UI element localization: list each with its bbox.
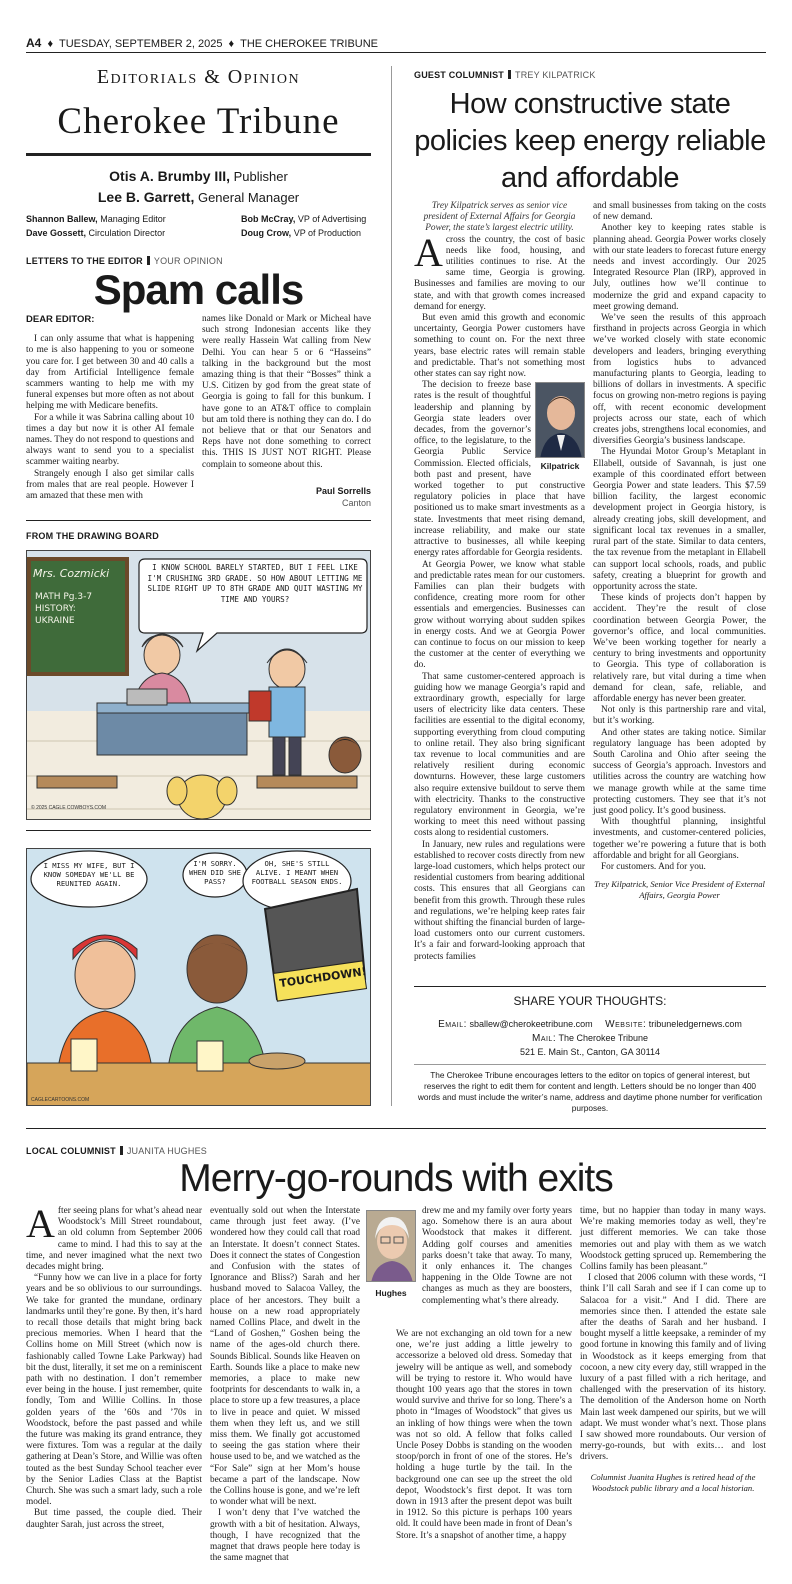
gm-title: General Manager <box>197 190 300 205</box>
guest-paragraph: and small businesses from taking on the costs of new demand. <box>593 201 766 223</box>
staff-title: VP of Production <box>293 228 362 238</box>
gm-line <box>26 189 371 205</box>
publisher-name: Otis A. Brumby III, <box>109 168 230 184</box>
cartoon-speech-bubble: I MISS MY WIFE, BUT I KNOW SOMEDAY WE'LL BE REUNITED AGAIN. <box>43 861 135 888</box>
guest-photo-wrap <box>535 382 585 472</box>
staff-title: Circulation Director <box>88 228 166 238</box>
page-number: A4 <box>26 36 42 50</box>
website-label: Website: <box>605 1019 647 1030</box>
guest-paragraph: For customers. And for you. <box>601 861 706 872</box>
cartoon-divider <box>26 830 371 831</box>
guest-paragraph: Another key to keeping rates stable is planning ahead. Georgia Power works closely with our state leaders to forecast future energy needs and invest accordingly. Our 2025 Integrated Resource Plan (IRP), approved in July, outlines how we’ll continue to modernize the grid and expand capacity to meet growing demand. <box>593 223 766 312</box>
staff-item <box>241 228 361 238</box>
letter-col-1 <box>26 314 194 502</box>
cartoon-signature: CAGLECARTOONS.COM <box>31 1097 90 1103</box>
local-paragraph: eventually sold out when the Interstate came through just feet away. (I’ve wondered how they could call that road an Interstate. It doesn’t connect States. Does it connect the states of Congestion and Confusion with the states of Ignorance and Bliss?) Sarah and her husband moved to Salacoa Valley, the place of her ancestors. They built a house on a new road appropriately named Collins Place, and dwelt in the “Land of Goshen,” Goshen being the name of the ages-old church there. Sounds Biblical. Sounds like Heaven on Earth. Sounds like a place to make new memories, a place to make new footprints for descendants to walk in, a place to store up a few treasures, a place to live in peace and quiet. W missed them when they left us, and we still miss them. We finally got accustomed to seeing the gas station where their house used to be, and we watched as the “For Sale” sign at her Mom’s house became a part of the landscape. Now the Collins house is gone, and we’re left to wonder what will be next. <box>210 1206 360 1508</box>
guest-paragraph: That same customer-centered approach is guiding how we manage Georgia’s rapid and extraordinary growth, especially for large users of electricity like data centers. These facilities are essential to the digital economy, supporting everything from cloud computing to online retail. They also bring significant tax revenue to local communities and are relatively resilient during economic downturns. However, these large customers also require extensive buildout to serve them with electricity. Thanks to the constructive regulatory environment in Georgia, we’re working to meet this need without passing costs along to residential customers. <box>414 671 585 839</box>
local-col-4 <box>580 1206 766 1494</box>
guest-paragraph: At Georgia Power, we know what stable and predictable rates mean for our customers. Families can plan their budgets with confidence, creating more room for other essentials and emergencies. Businesses can grow without worrying about sudden spikes in energy costs. And we at Georgia Power can continue to focus on our mission to keep the customer at the center of everything we do. <box>414 559 585 671</box>
email-label: Email: <box>438 1019 467 1030</box>
local-col-3 <box>396 1329 572 1542</box>
guest-paragraph: And other states are taking notice. Similar regulatory language has been adopted by South Carolina and Ohio after seeing the success of Georgia’s approach. Investors and utilities across the country are watching how we manage growth while at the same time protecting customers. They see that it’s not just good policy. It’s good business. <box>593 727 766 816</box>
folio-paper: THE CHEROKEE TRIBUNE <box>240 38 379 50</box>
local-col-2 <box>210 1206 360 1565</box>
column-divider <box>391 66 392 1106</box>
hughes-photo <box>366 1210 416 1282</box>
cartoon-speech-bubble: I'M SORRY. WHEN DID SHE PASS? <box>189 859 241 886</box>
folio-diamond-icon: ♦ <box>225 38 238 50</box>
letter-salutation: DEAR EDITOR: <box>26 314 95 325</box>
guest-headline: How constructive state policies keep energy reliable and affordable <box>414 88 766 194</box>
staff-title: VP of Advertising <box>297 214 367 224</box>
folio-rule <box>26 52 766 53</box>
letter-headline: Spam calls <box>93 266 304 313</box>
folio-diamond-icon: ♦ <box>44 38 57 50</box>
local-paragraph <box>26 1201 202 1273</box>
chalkboard-line: MATH Pg.3-7 <box>35 592 93 602</box>
cartoon-speech-bubble: I KNOW SCHOOL BARELY STARTED, BUT I FEEL LIKE I'M CRUSHING 3RD GRADE. SO HOW ABOUT LETTING ME SLIDE RIGHT UP TO 8TH GRADE AND QUIT WASTING MY TIME AND YOURS? <box>147 563 363 604</box>
kicker-sub: YOUR OPINION <box>153 256 223 266</box>
share-rule <box>414 986 766 987</box>
letter-location: Canton <box>341 498 371 508</box>
website-link[interactable]: tribuneledgernews.com <box>648 1019 742 1029</box>
share-mail-line <box>414 1033 766 1044</box>
page-folio <box>26 36 766 50</box>
dropcap: A <box>26 1201 55 1246</box>
staff-item <box>241 214 366 224</box>
staff-item <box>26 228 165 238</box>
local-tagline: Columnist Juanita Hughes is retired head of the Woodstock public library and a local historian. <box>590 1471 756 1493</box>
local-paragraph: But time passed, the couple died. Their daughter Sarah, just across the street, <box>26 1508 202 1530</box>
staff-name: Doug Crow, <box>241 228 292 238</box>
email-link[interactable]: sballew@cherokeetribune.com <box>469 1019 593 1029</box>
local-headline: Merry-go-rounds with exits <box>179 1157 613 1200</box>
mail-label: Mail: <box>531 1033 557 1044</box>
photo-caption: Kilpatrick <box>540 461 580 472</box>
staff-name: Shannon Ballew, <box>26 214 98 224</box>
staff-name: Dave Gossett, <box>26 228 87 238</box>
guest-paragraph: The decision to freeze base rates is the result of thoughtful leadership and planning by Georgia state leaders over decades, from the governor’s office, to the legislature, to the Georgia Public Service Commission. Elected officials, both past and present, have worked together to put constructive regulatory policies in place that have positioned us to make smart investments as a state. Investments that meet rising demand, increase reliability, and make our state attractive to businesses, all while keeping energy rates affordable for Georgia residents. <box>414 380 585 559</box>
cartoon-signature: © 2025 CAGLE COWBOYS.COM <box>31 805 107 811</box>
letter-rule <box>26 520 371 521</box>
photo-caption: Hughes <box>375 1288 407 1298</box>
staff-title: Managing Editor <box>100 214 166 224</box>
portrait-art <box>536 383 585 458</box>
letters-kicker <box>26 256 223 266</box>
guest-col-2 <box>593 201 766 901</box>
guest-paragraph: We’ve seen the results of this approach firsthand in projects across Georgia in which we’ve worked closely with state economic developers and leaders, bringing everything from logistics hubs to advanced manufacturing plants to Georgia, leading to billions of dollars in investments. A specific focus on growing non-metro regions is paying off, with recent economic development projects across our state, each of which creates jobs, strengthens local economies, and diversifies Georgia’s business landscape. <box>593 313 766 447</box>
guest-tagline: Trey Kilpatrick, Senior Vice President of External Affairs, Georgia Power <box>594 879 765 901</box>
guest-paragraph <box>414 229 585 313</box>
guest-paragraph: The Hyundai Motor Group’s Metaplant in Ellabell, outside of Savannah, is just one example of this coordinated effort between Georgia Power and state leaders. This $7.59 billion facility, the largest economic development project in Georgia history, is already creating jobs, skill development, and significant local tax revenues in a smaller, rural part of the state. Similar to data centers, the tax revenue from the metaplant in Ellabell can support local schools, roads, and public safety, creating a blueprint for growth and opportunity across the state. <box>593 447 766 592</box>
staff-name: Bob McCray, <box>241 214 296 224</box>
letter-paragraph: For a while it was Sabrina calling about 10 times a day but now it is other AI female names. They do not respond to questions and always want to send you to a specialist scammer waiting nearby. <box>26 412 194 468</box>
dropcap: A <box>414 229 443 275</box>
gm-name: Lee B. Garrett, <box>97 189 195 205</box>
guest-intro: Trey Kilpatrick serves as senior vice president of External Affairs for Georgia Power, the state’s largest electric utility. <box>423 201 576 234</box>
local-col-3-top: drew me and my family over forty years ago. Somehow there is an aura about Woodstock that makes it different. Adding golf courses and amenities parks doesn’t take that away. To many, it only enhances it. The changes happening in the Olde Towne are not changes as much as they are boosters, complementing what’s there already. <box>422 1206 572 1306</box>
masthead-rule <box>26 153 371 156</box>
kicker-label: LETTERS TO THE EDITOR <box>26 256 143 266</box>
local-paragraph: “Funny how we can live in a place for forty years and be so oblivious to our surroundings. We take for granted the mundane, ordinary landmarks until they’re gone. By then, it’s hard to recall those details that might bring back precious memories. When I heard that the Collins home on Mill Street (which now is fashionably called Towne Lake Parkway) had bit the dust, literally, it set me on a reminiscent path with no destination. I don’t remember ever being in the house. I just remember, quite fondly, Tom and Willie Collins. In those golden years of the ’60s and ’70s in Woodstock, before the past passed and while the future was making its grand entrance, they were fixtures. Tom was a regular at the daily gathering at Dean’s Store, and Willie was often touted as the best Sunday School teacher ever by the Senior Ladies Class at the Baptist Church. She was such a smart lady, such a role model. <box>26 1273 202 1508</box>
share-contact-line <box>414 1019 766 1030</box>
chalkboard-line: UKRAINE <box>35 616 75 626</box>
section-rule <box>26 1128 766 1129</box>
cartoon-football <box>26 848 371 1106</box>
local-paragraph: I closed that 2006 column with these words, “I think I’ll call Sarah and see if I can come up to Salacoa for a visit.” And I did. There are memories since then. I attended the estate sale after the deaths of Sarah and her husband. I bought myself a little keepsake, a reminder of my good fortune in knowing this family and of living in Woodstock as it keeps emerging from that cocoon, a new city every day, still wrapped in the luxury of a past filled with a rich heritage, and challenged with the preservation of its history. The demolition of the Anderson home on North Main last week dampened our spirits, but we will adapt. We must wonder what’s next. Those plans I saw showed more roundabouts. Our version of merry-go-rounds, but with exits… and lost drivers. <box>580 1273 766 1463</box>
publisher-title: Publisher <box>233 169 288 184</box>
kicker-label: GUEST COLUMNIST <box>414 70 504 80</box>
publisher-line <box>26 168 371 184</box>
guest-paragraph: These kinds of projects don’t happen by accident. They’re the result of close coordination between Georgia Power, the governor’s office, and local communities. We’ve been working together for nearly a century to bring investments and opportunity to Georgia. This type of collaboration is relatively rare, but vital during a time when demand for clean, safe, reliable, and affordable energy has never been greater. <box>593 593 766 704</box>
cartoon-speech-bubble: OH, SHE'S STILL ALIVE. I MEANT WHEN FOOTBALL SEASON ENDS. <box>251 859 343 886</box>
kilpatrick-photo <box>535 382 585 458</box>
paragraph-text: cross the country, the cost of basic needs like food, housing, and utilities continues to rise. At the same time, Georgia is growing. Businesses and families are moving to our state, and with that growth comes increased demand for energy. <box>414 234 585 312</box>
kicker-sub: TREY KILPATRICK <box>515 70 596 80</box>
guest-col-1 <box>414 201 585 963</box>
drawing-board-kicker: FROM THE DRAWING BOARD <box>26 531 159 541</box>
letter-paragraph: names like Donald or Mark or Micheal have such strong Indonesian accents like they were really Hassein Wat calling from New Delhi. You can hear 5 or 6 “Hasseins” talking in the background but the most amazing thing is that their “Bosses” think a U.S. Citizen by god from the great state of Georgia is going to fall for this bunkum. I have gone to an AT&T office to complain but am told there is nothing they can do. I do not believe that or that our Senators and Reps have not done something to correct this. THIS IS JUST NOT RIGHT. Please complain to someone about this. <box>202 314 371 470</box>
share-title: SHARE YOUR THOUGHTS: <box>513 994 667 1008</box>
paper-name: Cherokee Tribune <box>57 101 340 142</box>
policy-rule <box>414 1064 766 1065</box>
guest-kicker <box>414 70 596 80</box>
paragraph-text: fter seeing plans for what’s ahead near Woodstock’s Mill Street roundabout, an old column from September 2006 came to mind. I had this to say at the time, and never imagined what the next two decades might bring. <box>26 1206 202 1273</box>
local-paragraph: We are not exchanging an old town for a new one, we’re just adding a little jewelry to accessorize a beloved old dress. Someday that jewelry will be antique as well, and somebody will be trying to restore it. Who would have thought 100 years ago that the stores in town would survive and thrive for so long. There’s a photo in “Images of Woodstock” that gives us an inkling of how things were when the town was not so old. A fellow that folks called Uncle Posey Dobbs is standing on the wooden stoop/porch in front of one of the stores. He’s holding a huge turtle by the tail. In the background one can see up the street the old depot, Woodstock’s first depot. It was torn down in 1913 after the present depot was built in 1912. So this picture is perhaps 100 years old. It could have been made in front of Dean’s Store. It’s a snapshot of another time, a happy <box>396 1329 572 1541</box>
chalkboard-name: Mrs. Cozmicki <box>33 567 110 580</box>
guest-paragraph: In January, new rules and regulations were established to recover costs directly from new large-load customers, which helps protect our residential customers from bearing additional costs. This ensures that all Georgians can benefit from this growth. Through these rules and regulations, we’re helping keep rates fair without shifting the financial burden of large-load customers onto our current customers. It’s a fair and forward-looking approach that protects families <box>414 839 585 962</box>
staff-item <box>26 214 166 224</box>
portrait-art <box>367 1211 416 1282</box>
local-paragraph: time, but no happier than today in many ways. We’re making memories today as well, they’re just different memories. We can take those memories out and play with them as we watch Woodstock getting spruced up. Remembering the Collins family has been pleasant.” <box>580 1206 766 1273</box>
letter-author: Paul Sorrells <box>315 486 371 496</box>
local-paragraph: I won’t deny that I’ve watched the growth with a bit of hesitation. Always, though, I have recognized that the magnet that draws people here today is the same magnet that <box>210 1508 360 1564</box>
kicker-sub: JUANITA HUGHES <box>126 1146 207 1156</box>
letters-policy: The Cherokee Tribune encourages letters to the editor on topics of general interest, but reserves the right to edit them for content and length. Letters should be no longer than 400 words and must include the writer’s name, address and daytime phone number for verification purposes. <box>417 1070 763 1113</box>
letter-paragraph: Strangely enough I also get similar calls from males that are real people. However I am amazed that these men with <box>26 468 194 502</box>
guest-paragraph: But even amid this growth and economic uncertainty, Georgia Power customers have something to count on. For the next three years, base electric rates will remain stable and predictable. That’s not something most other states can say right now. <box>414 313 585 380</box>
letter-col-2 <box>202 314 371 471</box>
chalkboard-notes <box>35 591 127 627</box>
guest-paragraph: Not only is this partnership rare and vital, but it’s working. <box>593 705 766 727</box>
chalkboard-line: HISTORY: <box>35 604 76 614</box>
guest-paragraph: With thoughtful planning, insightful investments, and customer-centered policies, together we’re powering a future that is both affordable and bright for all Georgians. <box>593 817 766 861</box>
section-title: Editorials & Opinion <box>96 66 301 88</box>
folio-date: TUESDAY, SEPTEMBER 2, 2025 <box>59 38 223 50</box>
kicker-label: LOCAL COLUMNIST <box>26 1146 116 1156</box>
letter-paragraph: I can only assume that what is happening to me is also happening to you or someone you care for. I get between 30 and 40 calls a day from Artificial Intelligence female scammers wanting to help me with my funeral expenses but more often as not about helping me with Medicare benefits. <box>26 334 194 412</box>
share-address: 521 E. Main St., Canton, GA 30114 <box>520 1047 660 1057</box>
mail-value: The Cherokee Tribune <box>558 1033 649 1043</box>
cartoon-school <box>26 550 371 820</box>
tv-caption: TOUCHDOWN! <box>278 964 368 991</box>
local-col-1 <box>26 1201 202 1531</box>
